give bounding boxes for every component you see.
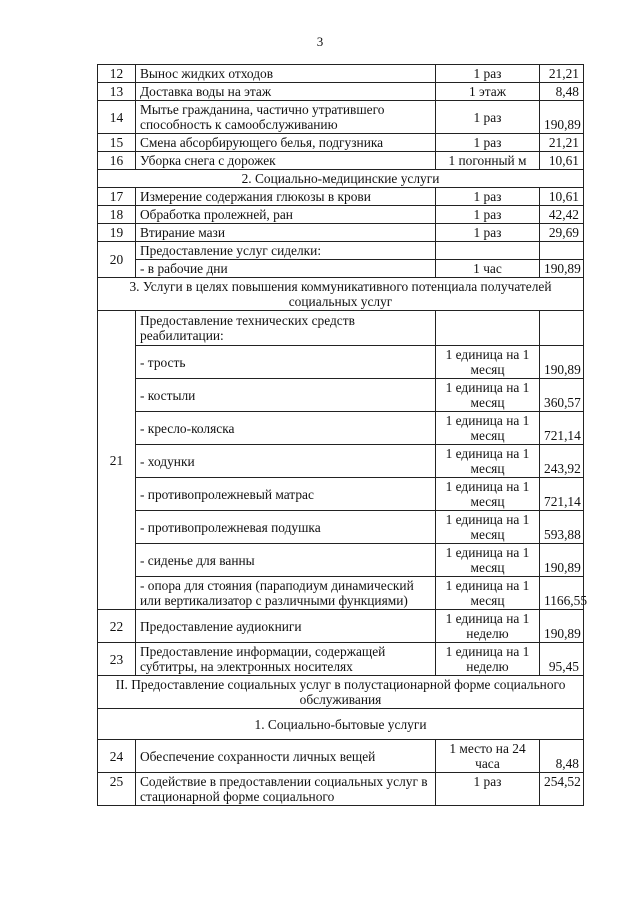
table-row: [98, 152, 584, 170]
service-name: Обеспечение сохранности личных вещей: [136, 740, 436, 773]
service-name: Доставка воды на этаж: [136, 83, 436, 101]
service-name: Мытье гражданина, частично утратившего способность к самообслуживанию: [136, 101, 436, 134]
service-unit: 1 место на 24 часа: [436, 740, 540, 773]
service-name: Обработка пролежней, ран: [136, 206, 436, 224]
table-row: [98, 740, 584, 773]
service-name: - в рабочие дни: [136, 260, 436, 278]
service-price: 1166,55: [540, 577, 584, 610]
section-row: [98, 676, 584, 709]
service-price: 190,89: [540, 101, 584, 134]
service-unit: 1 час: [436, 260, 540, 278]
section-heading-household: 1. Социально-бытовые услуги: [98, 709, 584, 740]
services-tariff-table: [97, 64, 588, 806]
service-group-heading: Предоставление технических средств реабилитации:: [136, 311, 436, 346]
service-unit: 1 единица на 1 месяц: [436, 412, 540, 445]
service-price: 8,48: [540, 740, 584, 773]
table-row: [98, 260, 584, 278]
service-unit: 1 раз: [436, 65, 540, 83]
row-number: 17: [98, 188, 136, 206]
row-number: 12: [98, 65, 136, 83]
section-heading-semistationary: II. Предоставление социальных услуг в полустационарной форме социального обслуживания: [98, 676, 584, 709]
service-price: 190,89: [540, 544, 584, 577]
table-row: [98, 65, 584, 83]
page-number: 3: [316, 34, 324, 49]
service-price: 95,45: [540, 643, 584, 676]
table-row: [98, 478, 584, 511]
service-name: Втирание мази: [136, 224, 436, 242]
table-row: [98, 206, 584, 224]
service-unit: 1 единица на 1 месяц: [436, 379, 540, 412]
service-unit: 1 единица на 1 месяц: [436, 478, 540, 511]
row-number: 18: [98, 206, 136, 224]
service-unit: 1 единица на 1 месяц: [436, 346, 540, 379]
service-name: - трость: [136, 346, 436, 379]
table-row: [98, 610, 584, 643]
service-price: 721,14: [540, 478, 584, 511]
table-row: [98, 101, 584, 134]
table-row: [98, 544, 584, 577]
service-price: 721,14: [540, 412, 584, 445]
section-heading-medical: 2. Социально-медицинские услуги: [98, 170, 584, 188]
service-name: Содействие в предоставлении социальных услуг в стационарной форме социального: [136, 773, 436, 806]
service-price: 42,42: [540, 206, 584, 224]
table-row: [98, 311, 584, 346]
service-name: Предоставление информации, содержащей субтитры, на электронных носителях: [136, 643, 436, 676]
table-row: [98, 83, 584, 101]
service-unit: 1 раз: [436, 224, 540, 242]
service-price: 10,61: [540, 152, 584, 170]
service-price: 190,89: [540, 346, 584, 379]
table-row: [98, 643, 584, 676]
row-number: 16: [98, 152, 136, 170]
service-unit: 1 погонный м: [436, 152, 540, 170]
service-price: 190,89: [540, 610, 584, 643]
table-row: [98, 379, 584, 412]
table-row: [98, 445, 584, 478]
service-unit: 1 раз: [436, 134, 540, 152]
row-number: 14: [98, 101, 136, 134]
service-price: 8,48: [540, 83, 584, 101]
table-row: [98, 773, 584, 806]
service-name: - опора для стояния (параподиум динамический или вертикализатор с различными функциями): [136, 577, 436, 610]
table-row: [98, 134, 584, 152]
service-name: - противопролежневый матрас: [136, 478, 436, 511]
row-number: 15: [98, 134, 136, 152]
service-unit: 1 единица на 1 месяц: [436, 511, 540, 544]
service-group-heading: Предоставление услуг сиделки:: [136, 242, 436, 260]
service-name: - костыли: [136, 379, 436, 412]
service-unit: 1 единица на 1 месяц: [436, 544, 540, 577]
section-heading-communicative: 3. Услуги в целях повышения коммуникативного потенциала получателей социальных услуг: [98, 278, 584, 311]
section-row: [98, 278, 584, 311]
service-price: 21,21: [540, 65, 584, 83]
service-name: Измерение содержания глюкозы в крови: [136, 188, 436, 206]
service-name: - ходунки: [136, 445, 436, 478]
row-number: 13: [98, 83, 136, 101]
service-unit: 1 единица на 1 неделю: [436, 610, 540, 643]
table-row: [98, 511, 584, 544]
table-row: [98, 242, 584, 260]
table-row: [98, 412, 584, 445]
service-name: Уборка снега с дорожек: [136, 152, 436, 170]
service-unit: 1 единица на 1 неделю: [436, 643, 540, 676]
service-price: 593,88: [540, 511, 584, 544]
service-name: - сиденье для ванны: [136, 544, 436, 577]
service-unit: 1 раз: [436, 773, 540, 806]
row-number: 24: [98, 740, 136, 773]
table-row: [98, 224, 584, 242]
service-name: Предоставление аудиокниги: [136, 610, 436, 643]
service-price: 360,57: [540, 379, 584, 412]
service-price: 21,21: [540, 134, 584, 152]
table-row: [98, 577, 584, 610]
row-number: 25: [98, 773, 136, 806]
row-number: 21: [98, 311, 136, 610]
service-price: 10,61: [540, 188, 584, 206]
table-row: [98, 346, 584, 379]
service-unit: 1 раз: [436, 188, 540, 206]
service-price: 243,92: [540, 445, 584, 478]
service-price: 254,52: [540, 773, 584, 806]
row-number: 22: [98, 610, 136, 643]
service-name: Смена абсорбирующего белья, подгузника: [136, 134, 436, 152]
service-unit: 1 этаж: [436, 83, 540, 101]
section-row: [98, 709, 584, 740]
row-number: 23: [98, 643, 136, 676]
row-number: 19: [98, 224, 136, 242]
service-name: Вынос жидких отходов: [136, 65, 436, 83]
section-row: [98, 170, 584, 188]
service-unit: 1 единица на 1 месяц: [436, 577, 540, 610]
service-unit: 1 единица на 1 месяц: [436, 445, 540, 478]
service-unit: 1 раз: [436, 101, 540, 134]
table-row: [98, 188, 584, 206]
service-name: - кресло-коляска: [136, 412, 436, 445]
service-name: - противопролежневая подушка: [136, 511, 436, 544]
row-number: 20: [98, 242, 136, 278]
service-price: 190,89: [540, 260, 584, 278]
service-unit: 1 раз: [436, 206, 540, 224]
service-price: 29,69: [540, 224, 584, 242]
